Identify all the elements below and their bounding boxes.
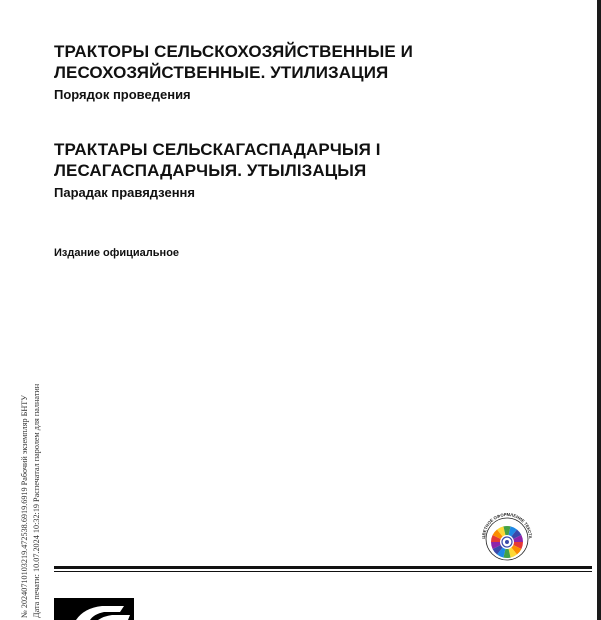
subtitle-ru: Порядок проведения — [54, 87, 191, 102]
edition-note: Издание официальное — [54, 247, 180, 259]
title-be-line-1: ТРАКТАРЫ СЕЛЬСКАГАСПАДАРЧЫЯ І — [54, 140, 381, 159]
color-wheel-logo-icon — [477, 508, 537, 568]
standard-emblem-icon — [54, 598, 134, 620]
title-ru-line-1: ТРАКТОРЫ СЕЛЬСКОХОЗЯЙСТВЕННЫЕ И — [54, 42, 413, 61]
side-print-stamp — [0, 300, 40, 620]
title-be-line-2: ЛЕСАГАСПАДАРЧЫЯ. УТЫЛІЗАЦЫЯ — [54, 161, 367, 180]
footer-rule-thin — [54, 571, 592, 572]
side-stamp-line-2: Дата печати: 10.07.2024 10:32:19 Распечатал паролем для палнатин — [32, 383, 41, 618]
subtitle-be: Парадак правядзення — [54, 185, 195, 200]
page-right-border — [597, 0, 601, 620]
footer-rule-thick — [54, 566, 592, 569]
title-block-russian — [54, 41, 474, 103]
logo-ring-text: ЦВЕТНОЕ ОФОРМЛЕНИЕ ТЕКСТА — [480, 511, 534, 539]
title-block-belarusian — [54, 139, 474, 201]
side-stamp-line-1: № 20240710103219.472538.6919.6919 Рабочий экземпляр БНТУ — [20, 394, 29, 618]
title-ru-line-2: ЛЕСОХОЗЯЙСТВЕННЫЕ. УТИЛИЗАЦИЯ — [54, 63, 389, 82]
